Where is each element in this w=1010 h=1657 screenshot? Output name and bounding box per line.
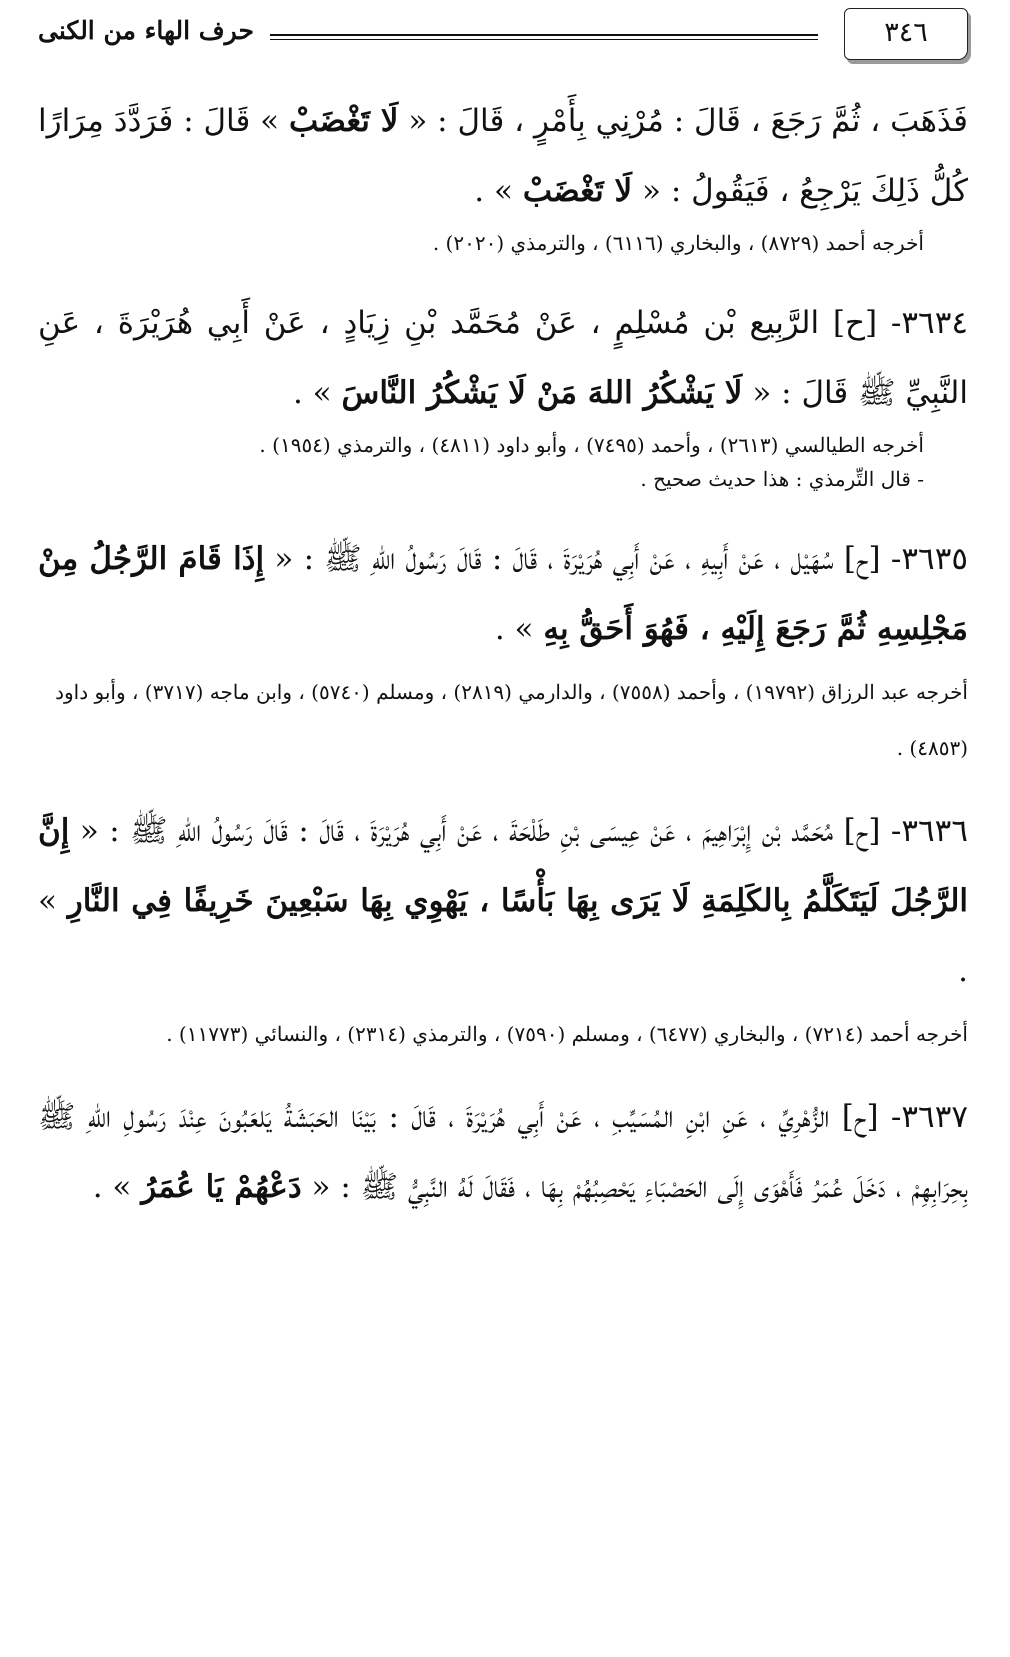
prophetic-saying: لَا تَغْضَبْ (522, 173, 633, 209)
grading-comment: - قال التِّرمذي : هذا حديث صحيح . (640, 467, 924, 491)
takhrij-note: أخرجه الطيالسي (٢٦١٣) ، وأحمد (٧٤٩٥) ، وأبو داود (٤٨١١) ، والترمذي (١٩٥٤) . (259, 433, 924, 457)
takhrij-note: أخرجه عبد الرزاق (١٩٧٩٢) ، وأحمد (٧٥٥٨) ، والدارمي (٢٨١٩) ، ومسلم (٥٧٤٠) ، وابن ماجه (٣٧١٧) ، وأبو داود (٤٨٥٣) . (55, 680, 968, 760)
text: فَذَهَبَ ، ثُمَّ رَجَعَ ، قَالَ : مُرْنِي بِأَمْرٍ ، قَالَ : « (398, 103, 969, 139)
hadith-continuation (38, 86, 968, 226)
text: » قَالَ : فَرَدَّدَ مِرَارًا كُلُّ ذَلِكَ يَرْجِعُ ، فَيَقُولُ : « (38, 103, 968, 209)
page-number: ٣٤٦ (844, 8, 968, 60)
matn: دَعْهُمْ يَا عُمَرُ (141, 1169, 302, 1205)
isnad: [ح] الزُّهْرِيِّ ، عَنِ ابْنِ المُسَيِّبِ ، عَنْ أَبِي هُرَيْرَةَ ، قَالَ : بَيْنَا الحَبَشَةُ يَلعَبُونَ عِنْدَ رَسُولِ اللهِ ﷺ بِحِرَابِهِمْ ، دَخَلَ عُمَرُ فَأَهْوَى إِلَى الحَصْبَاءِ يَحْصِبُهُمْ بِهَا ، فَقَالَ لَهُ النَّبِيُّ ﷺ : « (38, 1099, 968, 1205)
isnad: [ح] سُهَيْل ، عَنْ أَبِيهِ ، عَنْ أَبِي هُرَيْرَةَ ، قَالَ : قَالَ رَسُولُ اللهِ ﷺ : « (264, 541, 881, 577)
page-header (38, 8, 968, 64)
hadith-number: ٣٦٣٦- (880, 813, 968, 849)
prophetic-saying: لَا تَغْضَبْ (289, 103, 399, 139)
page-body (38, 86, 968, 1222)
running-title: حرف الهاء من الكنى (38, 16, 254, 45)
text: » . (38, 883, 968, 989)
isnad: [ح] الرَّبِيع بْن مُسْلِمٍ ، عَنْ مُحَمَّد بْنِ زِيَادٍ ، عَنْ أَبِي هُرَيْرَةَ ، عَنِ النَّبِيِّ ﷺ قَالَ : « (38, 305, 968, 411)
hadith-3637 (38, 1082, 968, 1222)
matn: لَا يَشْكُرُ اللهَ مَنْ لَا يَشْكُرُ النَّاسَ (341, 375, 743, 411)
hadith-number: ٣٦٣٥- (880, 541, 968, 577)
takhrij-note: أخرجه أحمد (٨٧٢٩) ، والبخاري (٦١١٦) ، والترمذي (٢٠٢٠) . (432, 231, 924, 255)
text: » . (92, 1169, 142, 1205)
hadith-number: ٣٦٣٤- (877, 305, 968, 341)
text: » . (292, 375, 342, 411)
text: » . (494, 611, 544, 647)
hadith-number: ٣٦٣٧- (878, 1099, 968, 1135)
hadith-3635 (38, 524, 968, 664)
hadith-3634 (38, 288, 968, 428)
hadith-3636 (38, 796, 968, 1006)
isnad: [ح] مُحَمَّد بْن إِبْرَاهِيمَ ، عَنْ عِيسَى بْنِ طَلْحَةَ ، عَنْ أَبِي هُرَيْرَةَ ، قَالَ : قَالَ رَسُولُ اللهِ ﷺ : « (69, 813, 881, 849)
header-rule (270, 34, 818, 40)
matn: إِذَا قَامَ الرَّجُلُ مِنْ مَجْلِسِهِ ثُمَّ رَجَعَ إِلَيْهِ ، فَهُوَ أَحَقُّ بِهِ (38, 541, 968, 647)
takhrij-note: أخرجه أحمد (٧٢١٤) ، والبخاري (٦٤٧٧) ، ومسلم (٧٥٩٠) ، والترمذي (٢٣١٤) ، والنسائي (١١٧٧٣) . (166, 1022, 968, 1046)
text: » . (474, 173, 523, 209)
matn: إِنَّ الرَّجُلَ لَيَتَكَلَّمُ بِالكَلِمَةِ لَا يَرَى بِهَا بَأْسًا ، يَهْوِي بِهَا سَبْعِينَ خَرِيفًا فِي النَّارِ (38, 813, 968, 919)
